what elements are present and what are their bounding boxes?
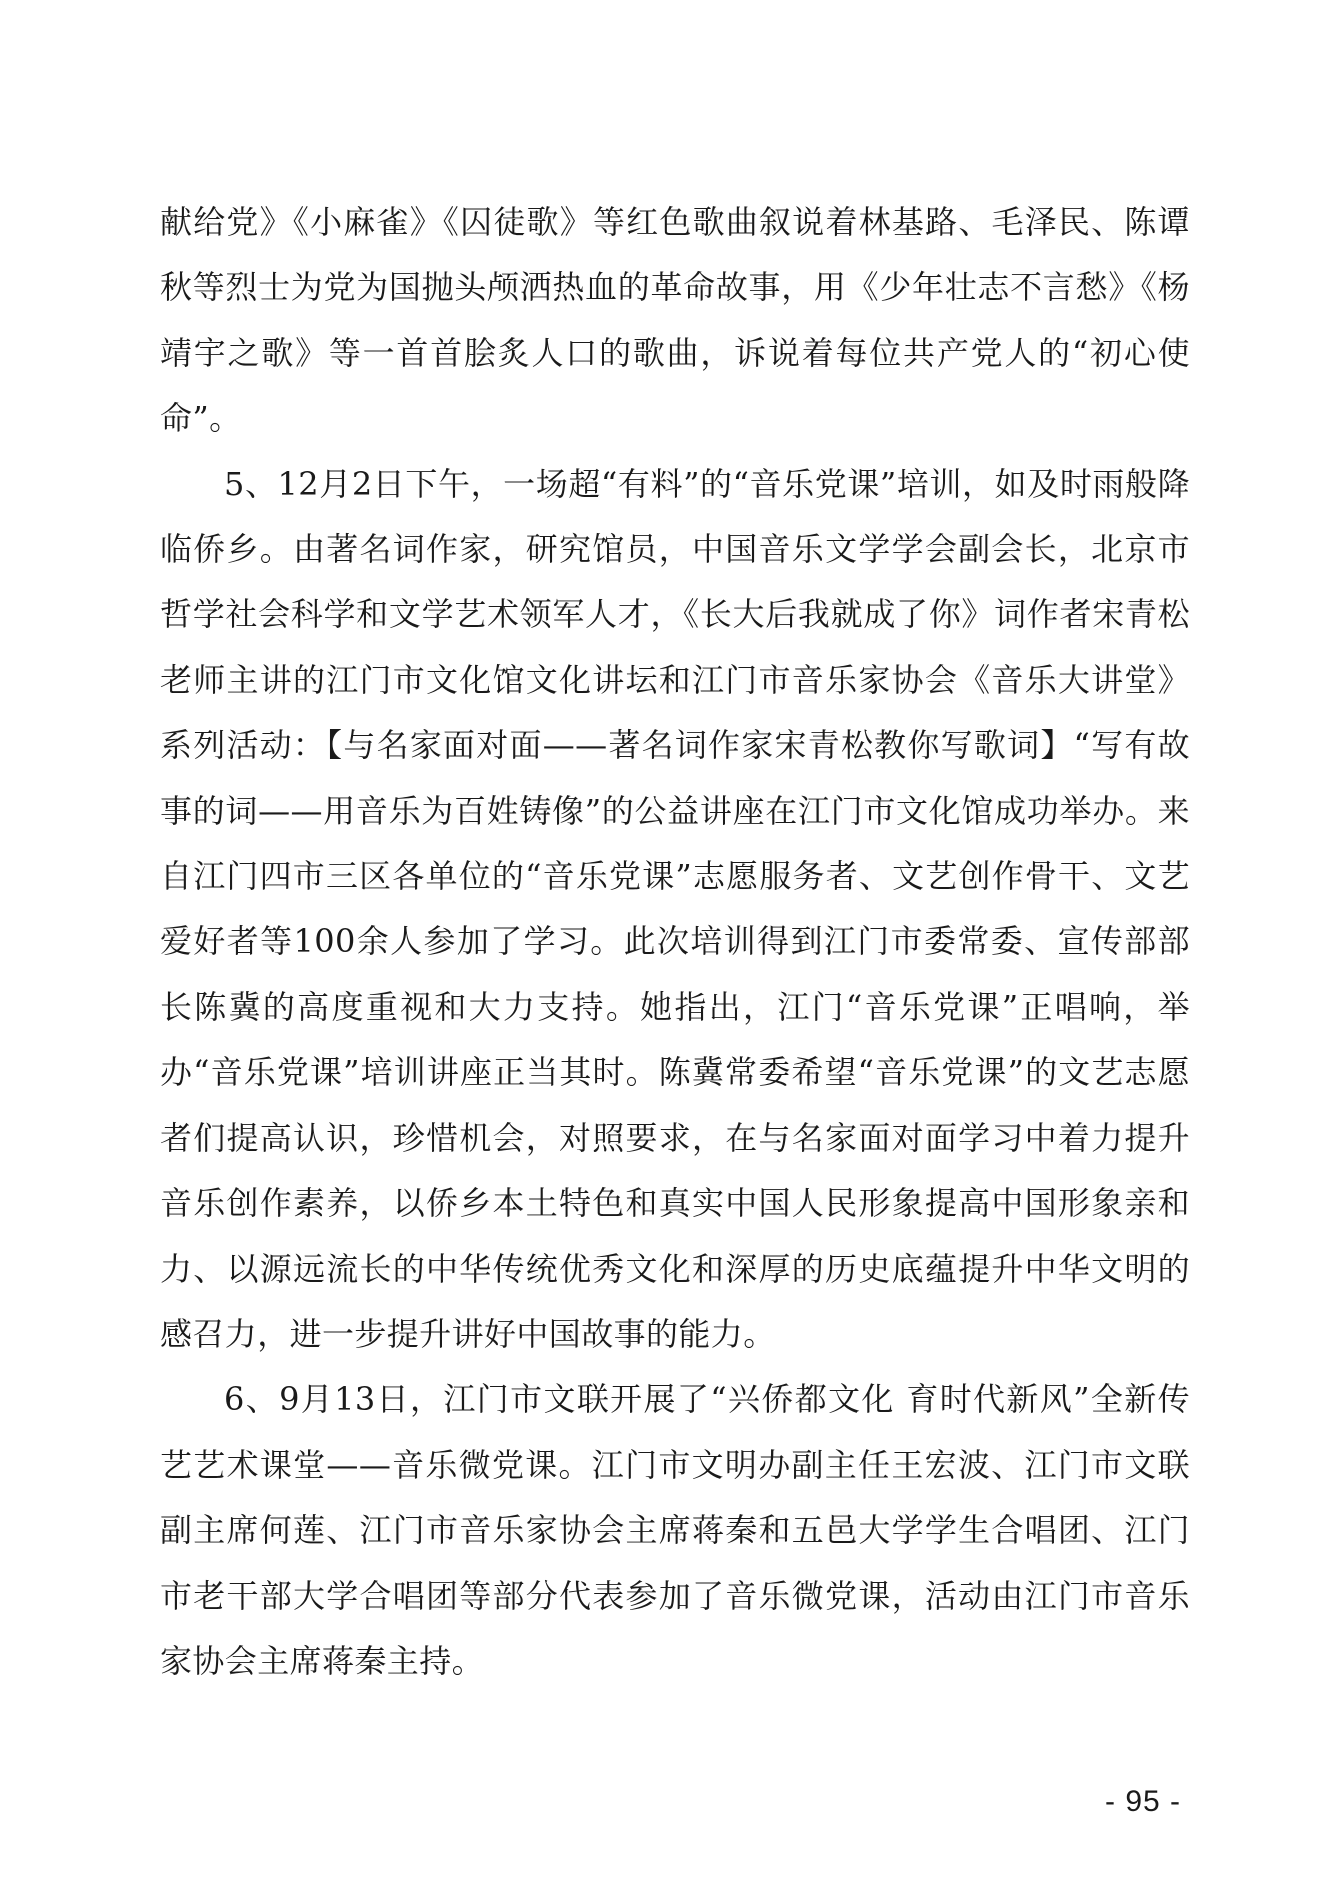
page-number: - 95 - [1105, 1785, 1182, 1818]
paragraph-item-6: 6、9月13日，江门市文联开展了“兴侨都文化 育时代新风”全新传艺艺术课堂——音乐微党课。江门市文明办副主任王宏波、江门市文联副主席何莲、江门市音乐家协会主席蒋秦和五邑大学学生合唱团、江门市老干部大学合唱团等部分代表参加了音乐微党课，活动由江门市音乐家协会主席蒋秦主持。 [160, 1380, 1190, 1680]
paragraph-item-5: 5、12月2日下午，一场超“有料”的“音乐党课”培训，如及时雨般降临侨乡。由著名词作家，研究馆员，中国音乐文学学会副会长，北京市哲学社会科学和文学艺术领军人才，《长大后我就成了你》词作者宋青松老师主讲的江门市文化馆文化讲坛和江门市音乐家协会《音乐大讲堂》系列活动：【与名家面对面——著名词作家宋青松教你写歌词】“写有故事的词——用音乐为百姓铸像”的公益讲座在江门市文化馆成功举办。来自江门四市三区各单位的“音乐党课”志愿服务者、文艺创作骨干、文艺爱好者等100余人参加了学习。此次培训得到江门市委常委、宣传部部长陈冀的高度重视和大力支持。她指出，江门“音乐党课”正唱响，举办“音乐党课”培训讲座正当其时。陈冀常委希望“音乐党课”的文艺志愿者们提高认识，珍惜机会，对照要求，在与名家面对面学习中着力提升音乐创作素养，以侨乡本土特色和真实中国人民形象提高中国形象亲和力、以源远流长的中华传统优秀文化和深厚的历史底蕴提升中华文明的感召力，进一步提升讲好中国故事的能力。 [160, 464, 1190, 1353]
body-text [160, 190, 1190, 1694]
paragraph-continuation: 献给党》《小麻雀》《囚徒歌》等红色歌曲叙说着林基路、毛泽民、陈谭秋等烈士为党为国抛头颅洒热血的革命故事，用《少年壮志不言愁》《杨靖宇之歌》等一首首脍炙人口的歌曲，诉说着每位共产党人的“初心使命”。 [160, 203, 1190, 438]
